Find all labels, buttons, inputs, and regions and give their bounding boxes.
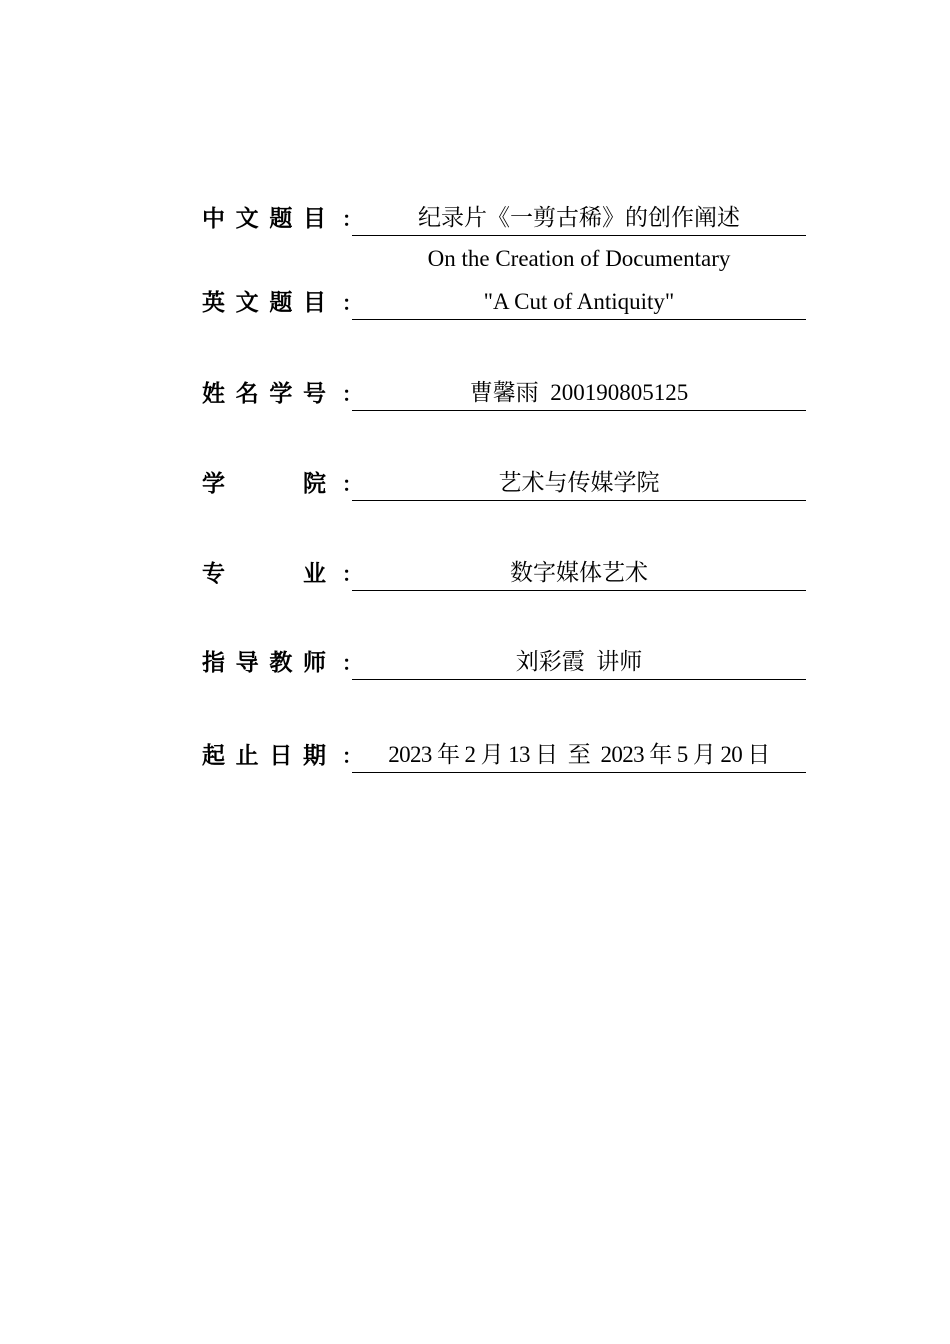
field-label <box>202 648 326 678</box>
label-char: 题 <box>269 290 293 316</box>
label-char: 学 <box>269 381 293 407</box>
field-label <box>202 288 326 318</box>
label-char: 止 <box>235 743 259 769</box>
label-char: 专 <box>202 561 225 587</box>
label-char: 师 <box>302 650 326 676</box>
label-char: 题 <box>269 206 293 232</box>
major-value: 数字媒体艺术 <box>352 558 806 591</box>
field-label <box>202 559 326 589</box>
field-label <box>202 469 326 499</box>
label-char: 姓 <box>202 381 225 407</box>
label-char: 院 <box>303 471 326 497</box>
label-char: 学 <box>202 471 225 497</box>
field-label <box>202 379 326 409</box>
label-char: 文 <box>235 206 259 232</box>
label-char: 导 <box>235 650 259 676</box>
label-char: 中 <box>202 206 225 232</box>
field-colon: ： <box>342 472 362 496</box>
dates-value: 2023 年 2 月 13 日 至 2023 年 5 月 20 日 <box>352 740 806 773</box>
field-dates <box>202 739 806 773</box>
label-char: 起 <box>202 743 225 769</box>
label-char: 名 <box>235 381 259 407</box>
field-colon: ： <box>342 562 362 586</box>
college-value: 艺术与传媒学院 <box>352 468 806 501</box>
label-char: 文 <box>235 290 259 316</box>
en-title-value-line2: "A Cut of Antiquity" <box>352 287 806 320</box>
field-colon: ： <box>342 651 362 675</box>
label-char: 目 <box>302 290 326 316</box>
label-char: 英 <box>202 290 225 316</box>
en-title-value-line1: On the Creation of Documentary <box>427 246 731 271</box>
field-major <box>202 557 806 591</box>
label-char: 日 <box>269 743 293 769</box>
field-label <box>202 204 326 234</box>
field-en-title <box>202 246 806 320</box>
label-char: 号 <box>302 381 326 407</box>
field-colon: ： <box>342 207 362 231</box>
field-cn-title <box>202 202 806 236</box>
label-char: 期 <box>302 743 326 769</box>
field-colon: ： <box>342 744 362 768</box>
label-char: 教 <box>269 650 293 676</box>
field-colon: ： <box>342 382 362 406</box>
field-advisor <box>202 646 806 680</box>
name-id-value: 曹馨雨 200190805125 <box>352 378 806 411</box>
label-char: 业 <box>303 561 326 587</box>
field-colon: ： <box>342 291 362 315</box>
cn-title-value: 纪录片《一剪古稀》的创作阐述 <box>352 203 806 236</box>
label-char: 目 <box>302 206 326 232</box>
advisor-value: 刘彩霞 讲师 <box>352 647 806 680</box>
field-name-id <box>202 377 806 411</box>
label-char: 指 <box>202 650 225 676</box>
field-label <box>202 741 326 771</box>
field-college <box>202 467 806 501</box>
